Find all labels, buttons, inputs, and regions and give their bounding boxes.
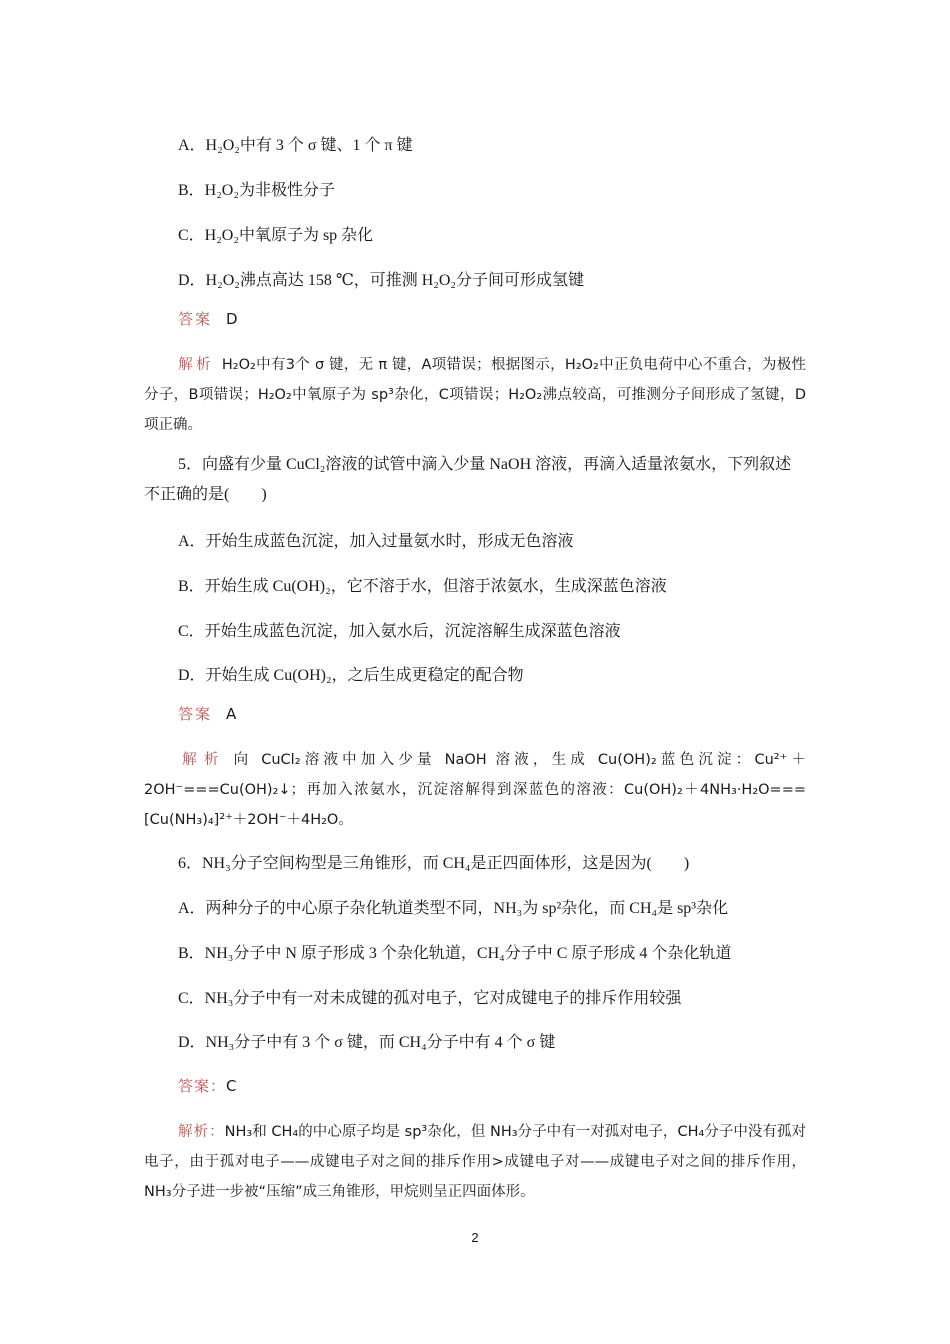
explanation-text: H₂O₂中有3个 σ 键，无 π 键，A项错误；根据图示，H₂O₂中正负电荷中心不重合，为极性分子，B项错误；H₂O₂中氧原子为 sp³杂化，C项错误；H₂O₂沸点较高，可推测分子间形成了氢键，D项正确。: [144, 357, 806, 433]
q5-option-a: A．开始生成蓝色沉淀，加入过量氨水时，形成无色溶液: [178, 533, 574, 550]
q4-option-a: A．H₂O₂中有 3 个 σ 键、1 个 π 键: [178, 137, 413, 154]
q6-stem: 6．NH₃分子空间构型是三角锥形，而 CH₄是正四面体形，这是因为( ): [178, 855, 690, 872]
q6-option-a: A．两种分子的中心原子杂化轨道类型不同，NH₃为 sp²杂化，而 CH₄是 sp³杂化: [178, 900, 729, 917]
answer-value: A: [226, 705, 237, 723]
explanation-label: 解析: [178, 752, 226, 768]
answer-label: 答案：: [178, 1077, 227, 1095]
q6-option-d: D．NH₃分子中有 3 个 σ 键，而 CH₄分子中有 4 个 σ 键: [178, 1034, 556, 1051]
q5-stem-text: 5．向盛有少量 CuCl₂溶液的试管中滴入少量 NaOH 溶液，再滴入适量浓氨水，下列叙述不正确的是( ): [144, 456, 792, 503]
page-number: 2: [471, 1230, 479, 1245]
q5-explanation: [144, 745, 806, 835]
explanation-label: 解析: [178, 357, 214, 373]
q5-option-d: D．开始生成 Cu(OH)₂，之后生成更稳定的配合物: [178, 667, 524, 684]
q6-option-b: B．NH₃分子中 N 原子形成 3 个杂化轨道，CH₄分子中 C 原子形成 4 个杂化轨道: [178, 945, 732, 962]
explanation-label: 解析：: [178, 1124, 225, 1140]
q4-option-c: C．H₂O₂中氧原子为 sp 杂化: [178, 227, 374, 244]
answer-value: C: [226, 1077, 237, 1095]
answer-label: 答案: [178, 705, 213, 723]
q4-option-d: D．H₂O₂沸点高达 158 ℃，可推测 H₂O₂分子间可形成氢键: [178, 272, 584, 289]
q4-option-b: B．H₂O₂为非极性分子: [178, 182, 335, 199]
explanation-text: NH₃和 CH₄的中心原子均是 sp³杂化，但 NH₃分子中有一对孤对电子，CH₄分子中没有孤对电子，由于孤对电子——成键电子对之间的排斥作用>成键电子对——成键电子对之间的排斥作用，NH₃分子进一步被“压缩”成三角锥形，甲烷则呈正四面体形。: [144, 1124, 807, 1200]
answer-label: 答案: [178, 310, 213, 328]
q6-explanation: [144, 1117, 806, 1207]
answer-value: D: [226, 310, 238, 328]
q6-answer: [178, 1075, 237, 1096]
q4-explanation: [144, 350, 806, 440]
q5-option-b: B．开始生成 Cu(OH)₂，它不溶于水，但溶于浓氨水，生成深蓝色溶液: [178, 578, 667, 595]
q5-option-c: C．开始生成蓝色沉淀，加入氨水后，沉淀溶解生成深蓝色溶液: [178, 623, 621, 640]
q4-answer: [178, 308, 238, 329]
q5-stem: [144, 450, 806, 510]
q6-option-c: C．NH₃分子中有一对未成键的孤对电子，它对成键电子的排斥作用较强: [178, 990, 682, 1007]
explanation-text: 向 CuCl₂溶液中加入少量 NaOH 溶液，生成 Cu(OH)₂蓝色沉淀：Cu²⁺＋2OH⁻===Cu(OH)₂↓；再加入浓氨水，沉淀溶解得到深蓝色的溶液：Cu(OH)₂＋4NH₃·H₂O===[Cu(NH₃)₄]²⁺＋2OH⁻＋4H₂O。: [144, 752, 806, 828]
q5-answer: [178, 703, 236, 724]
